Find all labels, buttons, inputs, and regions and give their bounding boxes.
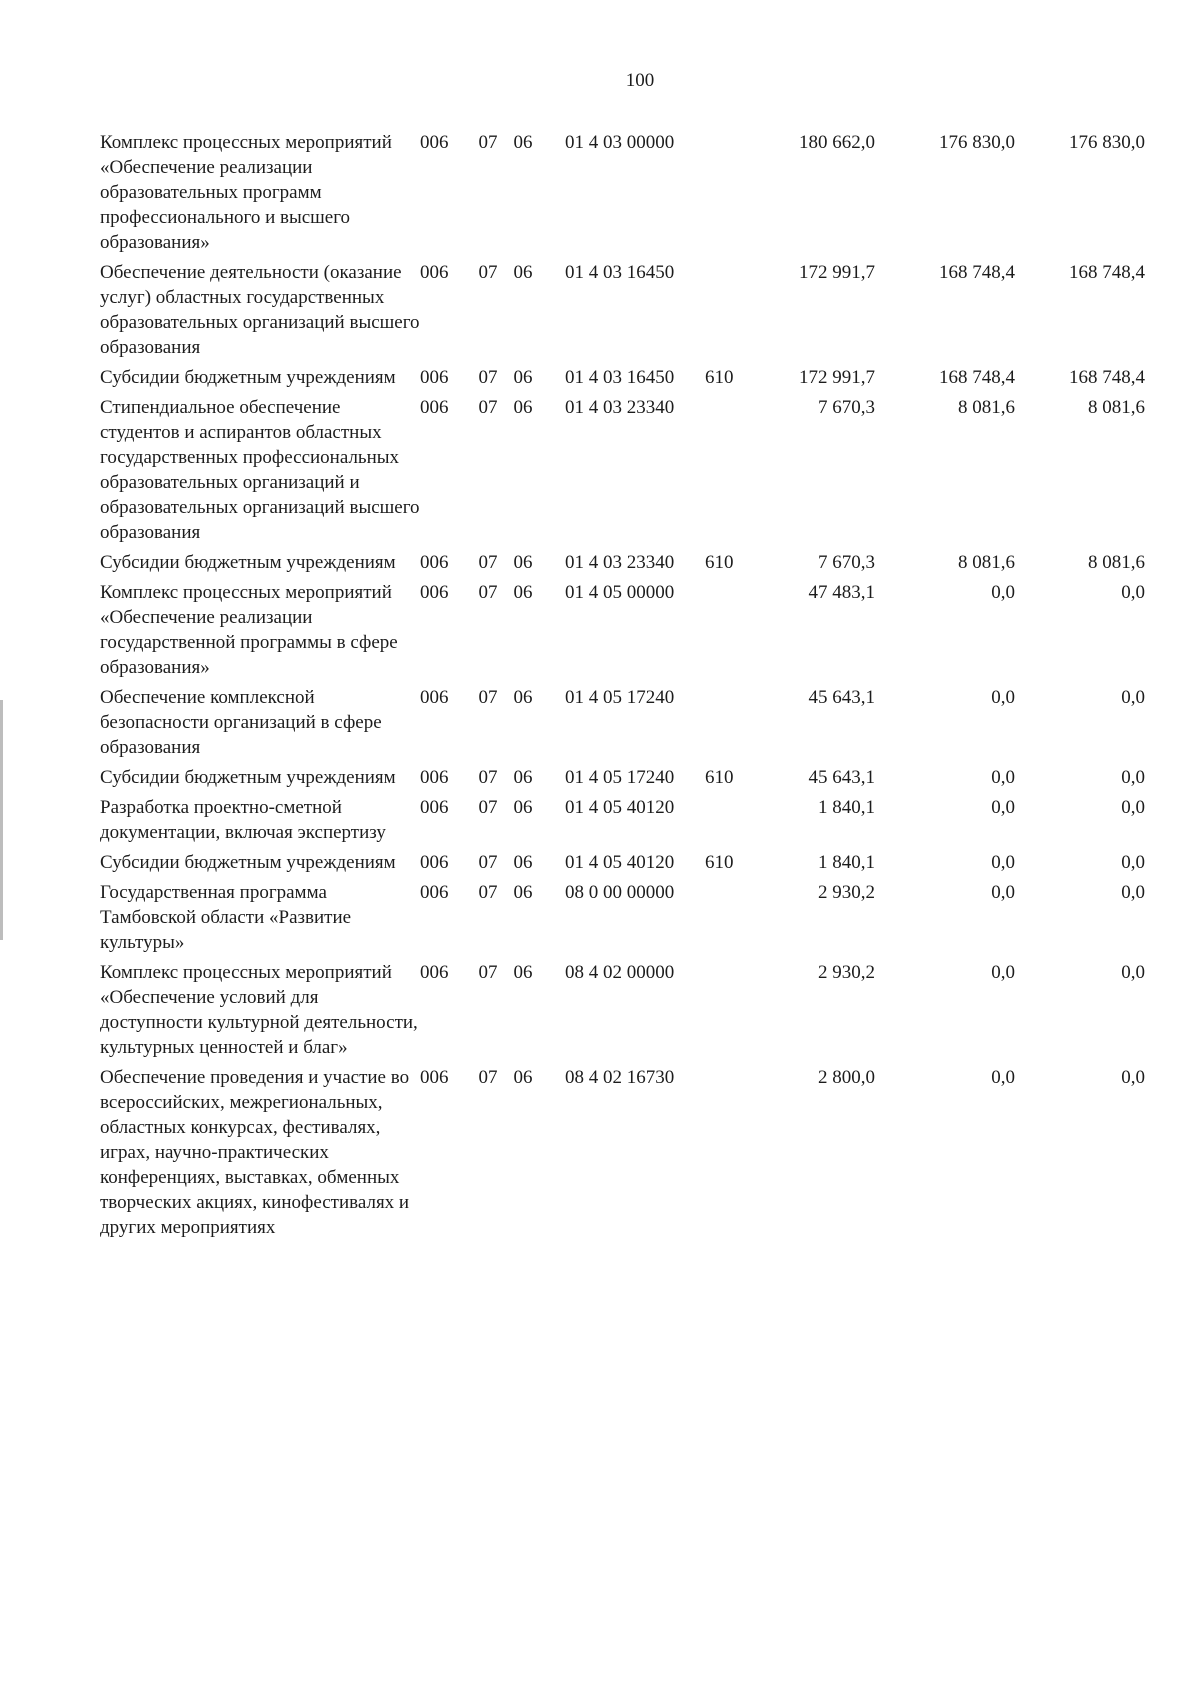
- amount-year-3: 8 081,6: [1088, 397, 1145, 418]
- section-code: 07: [478, 582, 498, 603]
- row-name: Субсидии бюджетным учреждениям: [100, 767, 396, 788]
- amount-year-1: 45 643,1: [808, 767, 875, 788]
- row-name: Обеспечение комплексной безопасности организаций в сфере образования: [100, 687, 382, 758]
- table-row: [100, 765, 1180, 790]
- scan-edge-artifact: [0, 700, 3, 940]
- section-code: 07: [478, 797, 498, 818]
- target-article-code: 01 4 03 23340: [565, 397, 675, 418]
- section-code: 07: [478, 767, 498, 788]
- target-article-code: 01 4 05 17240: [565, 687, 675, 708]
- amount-year-3: 0,0: [1121, 797, 1145, 818]
- subsection-code: 06: [513, 582, 533, 603]
- amount-year-3: 0,0: [1121, 962, 1145, 983]
- table-row: [100, 685, 1180, 760]
- section-code: 07: [478, 882, 498, 903]
- table-row: [100, 550, 1180, 575]
- expense-type-code: 610: [705, 552, 734, 573]
- target-article-code: 01 4 03 16450: [565, 367, 675, 388]
- amount-year-1: 1 840,1: [818, 852, 875, 873]
- amount-year-2: 8 081,6: [958, 397, 1015, 418]
- section-code: 07: [478, 852, 498, 873]
- subsection-code: 06: [513, 962, 533, 983]
- target-article-code: 08 4 02 16730: [565, 1067, 675, 1088]
- table-row: [100, 880, 1180, 955]
- amount-year-2: 0,0: [991, 1067, 1015, 1088]
- table-row: [100, 395, 1180, 545]
- ministry-code: 006: [420, 882, 449, 903]
- section-code: 07: [478, 132, 498, 153]
- target-article-code: 08 0 00 00000: [565, 882, 675, 903]
- amount-year-2: 0,0: [991, 797, 1015, 818]
- ministry-code: 006: [420, 687, 449, 708]
- amount-year-1: 172 991,7: [799, 262, 875, 283]
- section-code: 07: [478, 962, 498, 983]
- target-article-code: 01 4 03 00000: [565, 132, 675, 153]
- amount-year-3: 168 748,4: [1069, 367, 1145, 388]
- subsection-code: 06: [513, 767, 533, 788]
- target-article-code: 01 4 05 40120: [565, 852, 675, 873]
- ministry-code: 006: [420, 552, 449, 573]
- row-name: Субсидии бюджетным учреждениям: [100, 552, 396, 573]
- expense-type-code: 610: [705, 852, 734, 873]
- target-article-code: 01 4 05 17240: [565, 767, 675, 788]
- row-name: Государственная программа Тамбовской области «Развитие культуры»: [100, 882, 352, 953]
- amount-year-3: 0,0: [1121, 1067, 1145, 1088]
- row-name: Стипендиальное обеспечение студентов и аспирантов областных государственных профессиональных образовательных организаций и образовательных организаций высшего образования: [100, 397, 420, 543]
- subsection-code: 06: [513, 687, 533, 708]
- ministry-code: 006: [420, 767, 449, 788]
- table-row: [100, 580, 1180, 680]
- ministry-code: 006: [420, 582, 449, 603]
- subsection-code: 06: [513, 797, 533, 818]
- amount-year-3: 0,0: [1121, 767, 1145, 788]
- section-code: 07: [478, 367, 498, 388]
- row-name: Субсидии бюджетным учреждениям: [100, 852, 396, 873]
- amount-year-3: 0,0: [1121, 687, 1145, 708]
- table-row: [100, 1065, 1180, 1240]
- ministry-code: 006: [420, 367, 449, 388]
- amount-year-1: 172 991,7: [799, 367, 875, 388]
- subsection-code: 06: [513, 397, 533, 418]
- amount-year-3: 176 830,0: [1069, 132, 1145, 153]
- ministry-code: 006: [420, 797, 449, 818]
- table-row: [100, 365, 1180, 390]
- amount-year-2: 0,0: [991, 767, 1015, 788]
- row-name: Субсидии бюджетным учреждениям: [100, 367, 396, 388]
- table-row: [100, 130, 1180, 255]
- amount-year-3: 0,0: [1121, 852, 1145, 873]
- subsection-code: 06: [513, 1067, 533, 1088]
- target-article-code: 01 4 05 40120: [565, 797, 675, 818]
- section-code: 07: [478, 552, 498, 573]
- amount-year-2: 176 830,0: [939, 132, 1015, 153]
- row-name: Комплекс процессных мероприятий «Обеспечение условий для доступности культурной деятельности, культурных ценностей и благ»: [100, 962, 418, 1058]
- amount-year-1: 47 483,1: [808, 582, 875, 603]
- ministry-code: 006: [420, 262, 449, 283]
- ministry-code: 006: [420, 132, 449, 153]
- target-article-code: 01 4 03 23340: [565, 552, 675, 573]
- subsection-code: 06: [513, 852, 533, 873]
- subsection-code: 06: [513, 552, 533, 573]
- ministry-code: 006: [420, 1067, 449, 1088]
- target-article-code: 01 4 05 00000: [565, 582, 675, 603]
- table-row: [100, 795, 1180, 845]
- amount-year-3: 0,0: [1121, 882, 1145, 903]
- amount-year-1: 7 670,3: [818, 397, 875, 418]
- amount-year-2: 168 748,4: [939, 367, 1015, 388]
- amount-year-3: 168 748,4: [1069, 262, 1145, 283]
- amount-year-1: 7 670,3: [818, 552, 875, 573]
- amount-year-1: 45 643,1: [808, 687, 875, 708]
- row-name: Комплекс процессных мероприятий «Обеспечение реализации государственной программы в сфере образования»: [100, 582, 398, 678]
- subsection-code: 06: [513, 882, 533, 903]
- amount-year-3: 8 081,6: [1088, 552, 1145, 573]
- amount-year-2: 0,0: [991, 582, 1015, 603]
- section-code: 07: [478, 687, 498, 708]
- amount-year-2: 0,0: [991, 687, 1015, 708]
- ministry-code: 006: [420, 852, 449, 873]
- page-number: 100: [625, 70, 655, 91]
- amount-year-2: 0,0: [991, 882, 1015, 903]
- target-article-code: 08 4 02 00000: [565, 962, 675, 983]
- section-code: 07: [478, 262, 498, 283]
- row-name: Комплекс процессных мероприятий «Обеспечение реализации образовательных программ профессионального и высшего образования»: [100, 132, 392, 253]
- amount-year-1: 180 662,0: [799, 132, 875, 153]
- target-article-code: 01 4 03 16450: [565, 262, 675, 283]
- amount-year-2: 0,0: [991, 852, 1015, 873]
- budget-table: [100, 130, 1180, 1245]
- expense-type-code: 610: [705, 367, 734, 388]
- section-code: 07: [478, 397, 498, 418]
- ministry-code: 006: [420, 397, 449, 418]
- row-name: Обеспечение проведения и участие во всероссийских, межрегиональных, областных конкурсах, фестивалях, играх, научно-практических конференциях, выставках, обменных творческих акциях, кинофестивалях и других мероприятиях: [100, 1067, 410, 1238]
- table-row: [100, 260, 1180, 360]
- amount-year-2: 168 748,4: [939, 262, 1015, 283]
- table-row: [100, 960, 1180, 1060]
- row-name: Обеспечение деятельности (оказание услуг) областных государственных образовательных организаций высшего образования: [100, 262, 420, 358]
- amount-year-3: 0,0: [1121, 582, 1145, 603]
- section-code: 07: [478, 1067, 498, 1088]
- amount-year-1: 2 930,2: [818, 882, 875, 903]
- ministry-code: 006: [420, 962, 449, 983]
- subsection-code: 06: [513, 132, 533, 153]
- amount-year-1: 2 930,2: [818, 962, 875, 983]
- subsection-code: 06: [513, 262, 533, 283]
- table-row: [100, 850, 1180, 875]
- subsection-code: 06: [513, 367, 533, 388]
- amount-year-1: 2 800,0: [818, 1067, 875, 1088]
- expense-type-code: 610: [705, 767, 734, 788]
- amount-year-1: 1 840,1: [818, 797, 875, 818]
- amount-year-2: 8 081,6: [958, 552, 1015, 573]
- row-name: Разработка проектно-сметной документации, включая экспертизу: [100, 797, 386, 843]
- amount-year-2: 0,0: [991, 962, 1015, 983]
